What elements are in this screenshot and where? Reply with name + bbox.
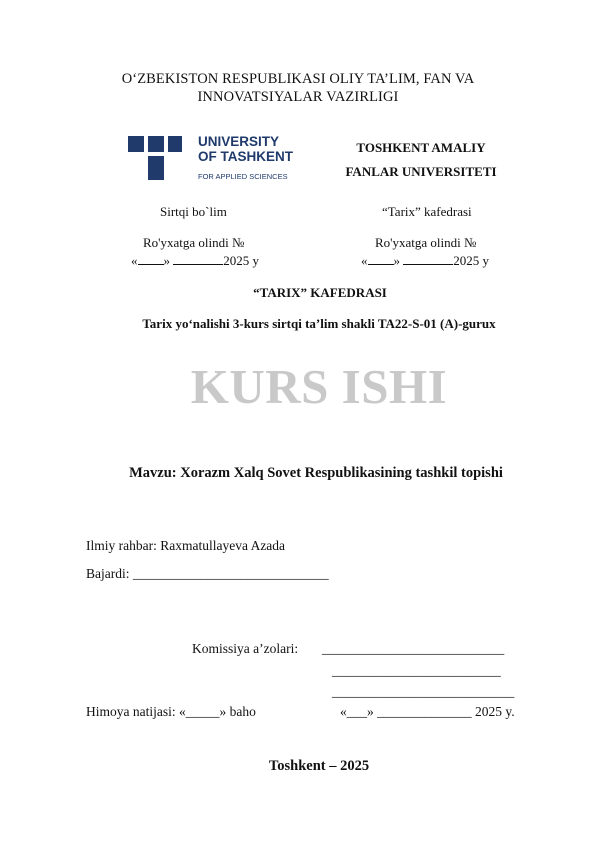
left-received: Ro'yxatga olindi № — [143, 235, 245, 250]
logo-line-3: FOR APPLIED SCIENCES — [198, 172, 288, 180]
performer-field — [86, 566, 329, 582]
defense-date: «___» ______________ 2025 y. — [340, 704, 515, 719]
logo-line-2: OF TASHKENT — [198, 149, 293, 164]
left-date-day-blank — [138, 253, 164, 265]
logo-mark-icon — [128, 134, 188, 182]
right-date-month-blank — [403, 253, 453, 265]
commission-line-1: ___________________________ — [322, 641, 505, 656]
right-date-field: « » 2025 y — [361, 253, 489, 268]
commission-line-2: _________________________ — [332, 663, 501, 678]
defense-label: Himoya natijasi: «_____» baho — [86, 704, 256, 719]
performer-blank: _____________________________ — [132, 566, 329, 581]
kafedra-heading: “TARIX” KAFEDRASI — [253, 285, 387, 300]
right-year: 2025 y — [453, 253, 489, 268]
ministry-line-1: O‘ZBEKISTON RESPUBLIKASI OLIY TA’LIM, FAN VA — [121, 71, 475, 87]
left-date-month-blank — [173, 253, 223, 265]
left-year: 2025 y — [223, 253, 259, 268]
logo-line-1: UNIVERSITY — [198, 134, 280, 149]
right-received: Ro'yxatga olindi № — [375, 235, 477, 250]
university-name-line-2: FANLAR UNIVERSITETI — [345, 164, 497, 179]
university-name-line-1: TOSHKENT AMALIY — [356, 140, 486, 155]
footer-city-year: Toshkent – 2025 — [268, 758, 370, 774]
supervisor: Ilmiy rahbar: Raxmatullayeva Azada — [86, 538, 286, 553]
performer-label: Bajardi: — [86, 566, 133, 581]
university-logo — [128, 134, 293, 182]
group-line: Tarix yo‘nalishi 3-kurs sirtqi ta’lim shakli TA22-S-01 (A)-gurux — [142, 316, 496, 331]
left-department: Sirtqi bo`lim — [160, 204, 227, 219]
ministry-title — [0, 70, 596, 106]
work-title: KURS ISHI — [190, 359, 448, 414]
right-date-day-blank — [368, 253, 394, 265]
right-department: “Tarix” kafedrasi — [382, 204, 472, 219]
ministry-line-2: INNOVATSIYALAR VAZIRLIGI — [197, 89, 399, 105]
left-date-field: « » 2025 y — [131, 253, 259, 268]
commission-label: Komissiya a’zolari: — [192, 641, 299, 656]
topic-title: Mavzu: Xorazm Xalq Sovet Respublikasining tashkil topishi — [129, 465, 503, 481]
commission-line-3: ___________________________ — [332, 684, 515, 699]
